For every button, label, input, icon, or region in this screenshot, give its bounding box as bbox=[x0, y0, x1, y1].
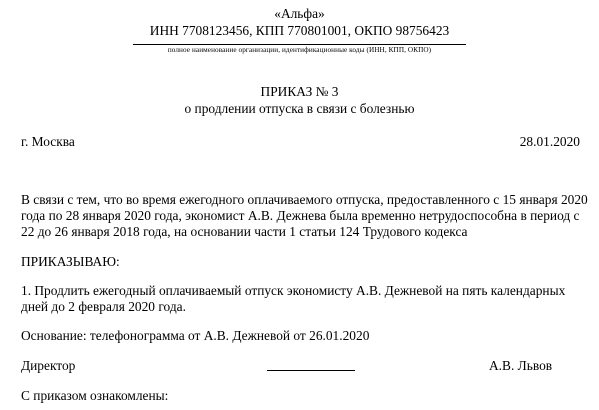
signature-position: Директор bbox=[21, 358, 76, 373]
order-city: г. Москва bbox=[21, 134, 75, 149]
order-command: ПРИКАЗЫВАЮ: bbox=[21, 254, 120, 269]
order-title: ПРИКАЗ № 3 bbox=[260, 84, 339, 99]
organization-name: «Альфа» bbox=[274, 6, 325, 21]
signature-line bbox=[267, 370, 355, 371]
order-item-1: 1. Продлить ежегодный оплачиваемый отпуск экономисту А.В. Дежневой на пять календарных дней до 2 февраля 2020 года. bbox=[21, 283, 566, 314]
organization-underline bbox=[133, 44, 466, 45]
signature-name: А.В. Львов bbox=[489, 358, 553, 373]
acquainted-label: С приказом ознакомлены: bbox=[21, 388, 169, 403]
organization-codes: ИНН 7708123456, КПП 770801001, ОКПО 98756423 bbox=[149, 23, 450, 38]
order-subtitle: о продлении отпуска в связи с болезнью bbox=[184, 101, 415, 116]
order-basis: Основание: телефонограмма от А.В. Дежневой от 26.01.2020 bbox=[21, 328, 370, 343]
order-date: 28.01.2020 bbox=[519, 134, 580, 149]
organization-caption: полное наименование организации, идентификационные коды (ИНН, КПП, ОКПО) bbox=[167, 46, 432, 54]
order-preamble: В связи с тем, что во время ежегодного оплачиваемого отпуска, предоставленного с 15 января 2020 года по 28 января 2020 года, экономист А.В. Дежнева была временно нетрудоспособна в период с 22 до 26 января 2018 года, на основании части 1 статьи 124 Трудового кодекса bbox=[21, 192, 588, 239]
